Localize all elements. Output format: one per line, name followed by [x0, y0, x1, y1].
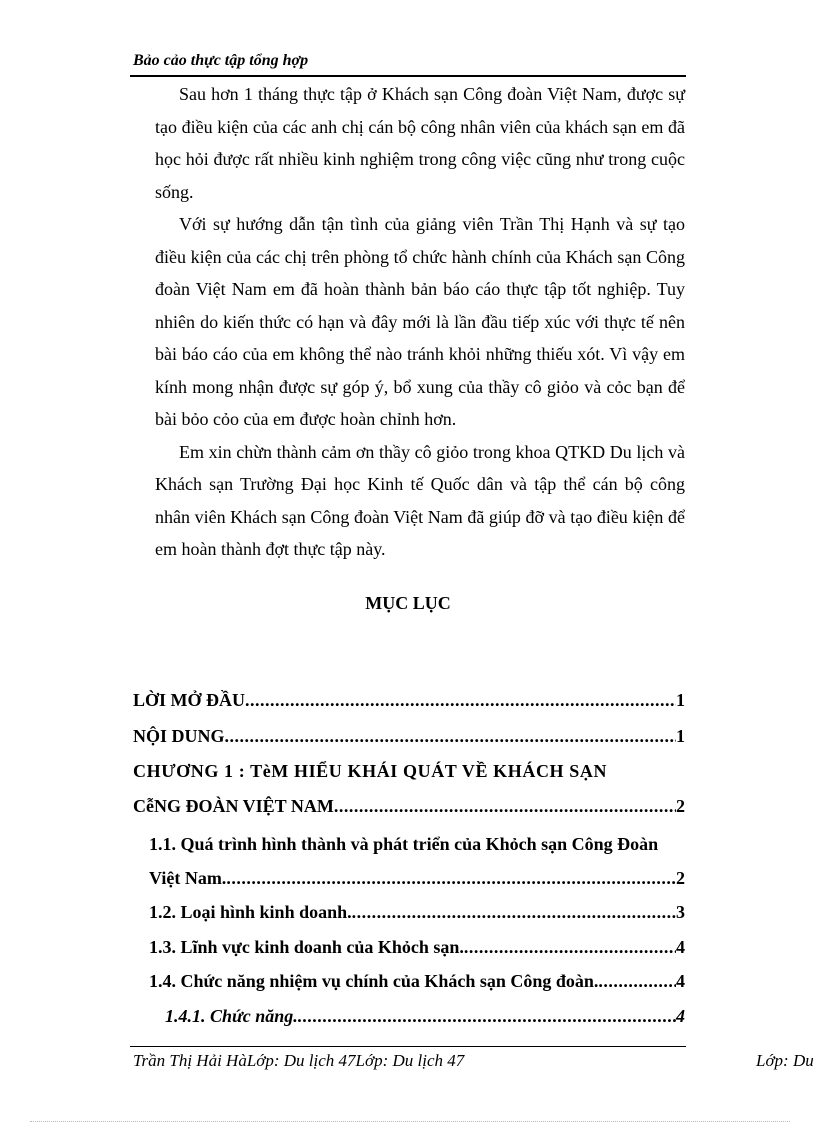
body-text: [155, 78, 685, 566]
toc-page-number: 1: [676, 690, 685, 710]
toc-page-number: 4: [676, 937, 685, 957]
toc-leader-dots: [245, 690, 676, 711]
toc-page-number: 3: [676, 902, 685, 922]
toc-entry-label: NỘI DUNG: [133, 726, 225, 746]
toc-entry-label: 1.4. Chức năng nhiệm vụ chính của Khách sạn Công đoàn.: [149, 971, 599, 991]
footer-divider: [130, 1046, 686, 1047]
toc-leader-dots: [352, 902, 676, 923]
toc-entry-chuong-1-line1[interactable]: CHƯƠNG 1 : TèM HIỂU KHÁI QUÁT VỀ KHÁCH SẠN: [133, 761, 608, 781]
footer-class-label: Lớp: Du: [756, 1051, 814, 1070]
toc-entry-1-4[interactable]: [149, 971, 685, 992]
page-bottom-dotted-line: [30, 1121, 790, 1122]
toc-entry-loi-mo-dau[interactable]: [133, 690, 685, 711]
toc-leader-dots: [334, 796, 676, 817]
toc-leader-dots: [225, 726, 676, 747]
toc-entry-label: 1.2. Loại hình kinh doanh.: [149, 902, 352, 922]
toc-entry-label: 1.4.1. Chức năng.: [165, 1006, 298, 1026]
toc-entry-1-1[interactable]: [149, 868, 685, 889]
paragraph-2: Với sự hướng dẫn tận tình của giảng viên Trần Thị Hạnh và sự tạo điều kiện của các chị trên phòng tổ chức hành chính của Khách sạn Công đoàn Việt Nam em đã hoàn thành bản báo cáo thực tập tốt nghiệp. Tuy nhiên do kiến thức có hạn và đây mới là lần đầu tiếp xúc với thực tế nên bài báo cáo của em không thể nào tránh khỏi những thiếu xót. Vì vậy em kính mong nhận được sự góp ý, bổ xung của thầy cô giỏo và cỏc bạn để bài bỏo cỏo của em được hoàn chỉnh hơn.: [155, 214, 685, 429]
toc-leader-dots: [298, 1006, 676, 1027]
paragraph-1: Sau hơn 1 tháng thực tập ở Khách sạn Công đoàn Việt Nam, được sự tạo điều kiện của các anh chị cán bộ công nhân viên của khách sạn em đã học hỏi được rất nhiều kinh nghiệm trong công việc cũng như trong cuộc sống.: [155, 84, 685, 202]
toc-entry-label: LỜI MỞ ĐẦU: [133, 690, 245, 710]
toc-page-number: 4: [676, 971, 685, 991]
toc-entry-chuong-1[interactable]: [133, 796, 685, 817]
footer-author-class: Trần Thị Hải HàLớp: Du lịch 47Lớp: Du lịch 47: [133, 1051, 465, 1070]
toc-entry-1-1-line1[interactable]: 1.1. Quá trình hình thành và phát triển của Khỏch sạn Công Đoàn: [149, 834, 659, 854]
toc-entry-label: Việt Nam.: [149, 868, 227, 888]
page-header-title: Bảo cảo thực tập tổng hợp: [133, 52, 309, 69]
toc-page-number: 4: [676, 1006, 685, 1026]
toc-entry-noi-dung[interactable]: [133, 726, 685, 747]
toc-heading: MỤC LỤC: [365, 593, 451, 613]
toc-leader-dots: [226, 868, 676, 889]
toc-entry-label: 1.3. Lĩnh vực kinh doanh của Khỏch sạn.: [149, 937, 464, 957]
toc-entry-1-4-1[interactable]: [165, 1006, 685, 1027]
header-divider: [130, 75, 686, 77]
toc-leader-dots: [598, 971, 676, 992]
toc-page-number: 2: [676, 868, 685, 888]
toc-entry-label: CễNG ĐOÀN VIỆT NAM: [133, 796, 334, 816]
toc-page-number: 2: [676, 796, 685, 816]
paragraph-3: Em xin chừn thành cảm ơn thầy cô giỏo trong khoa QTKD Du lịch và Khách sạn Trường Đại học Kinh tế Quốc dân và tập thể cán bộ công nhân viên Khách sạn Công đoàn Việt Nam đã giúp đỡ và tạo điều kiện để em hoàn thành đợt thực tập này.: [155, 441, 685, 559]
toc-entry-1-3[interactable]: [149, 937, 685, 958]
toc-entry-1-2[interactable]: [149, 902, 685, 923]
toc-page-number: 1: [676, 726, 685, 746]
toc-leader-dots: [464, 937, 676, 958]
